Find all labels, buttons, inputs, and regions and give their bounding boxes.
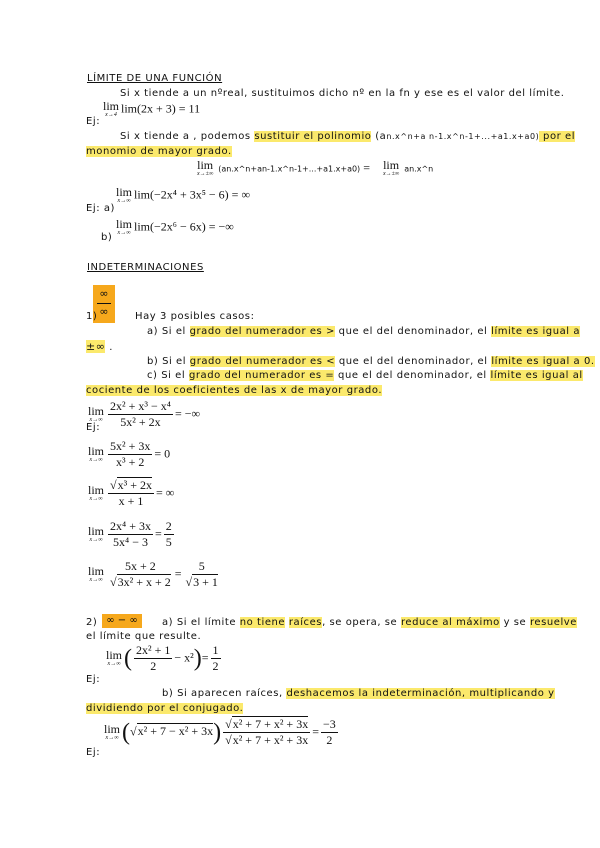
example-label: Ej:	[86, 116, 101, 127]
case-a-text: a) Si el grado del numerador es > que el del denominador, el límite es igual a	[147, 326, 581, 337]
case-b-text: b) Si el grado del numerador es < que el del denominador, el límite es igual a 0.	[147, 356, 595, 367]
fraction-example-2: lim x→∞ $\frac{\text{5x² + 3x}}{\text{x³ + 2}}$ = 0	[88, 439, 171, 469]
case-a-value: ±∞ .	[86, 340, 113, 353]
case-c-text: c) Si el grado del numerador es = que el del denominador, el límite es igual al	[147, 370, 583, 381]
section-title-indeterminaciones: INDETERMINACIONES	[87, 262, 204, 273]
polynomial-paragraph: Si x tiende a , podemos sustituir el polinomio (an.x^n+a n-1.x^n-1+...+a1.x+a0) por el	[120, 131, 576, 142]
case-2-number: 2)	[86, 617, 98, 628]
fraction-example-5: lim x→∞ $\frac{5x + 2}{\text{√3x² + x + 2}}$ = $\frac{5}{√3 + 1}$	[88, 559, 218, 589]
fraction-examples-label: Ej:	[86, 422, 101, 433]
case-2b-example-label: Ej:	[86, 747, 101, 758]
case-2b-example: lim x→∞ (√x² + 7 − x² + 3x) $\frac{\text{√x² + 7 + x² + 3x}}{\text{√x² + 7 + x² + 3x}}$ = $\frac{-3}{2}$	[104, 717, 336, 747]
example-a-formula: lim x→∞ lim(−2x⁴ + 3x⁵ − 6) = ∞	[116, 185, 251, 204]
intro-text: Si x tiende a un nºreal, sustituimos dicho nº en la fn y ese es el valor del límite.	[120, 88, 565, 99]
section-title-limite: LÍMITE DE UNA FUNCIÓN	[87, 73, 223, 84]
fraction-example-3: lim x→∞ $\frac{\text{√x³ + 2x}}{x + 1}$ = ∞	[88, 478, 175, 508]
example-a-label: Ej: a)	[86, 203, 115, 214]
case-2b-text: b) Si aparecen raíces, deshacemos la indeterminación, multiplicando y	[162, 688, 555, 699]
example-b-formula: lim x→∞ lim(−2x⁶ − 6x) = −∞	[116, 217, 234, 236]
infinity-over-infinity-badge: ∞ ∞	[93, 285, 115, 323]
case-2a-text-line2: el límite que resulte.	[86, 631, 202, 642]
case-1-number: 1)	[86, 311, 98, 322]
case-2a-text: a) Si el límite no tiene raíces, se opera, se reduce al máximo y se resuelve	[162, 617, 577, 628]
case-2a-example-label: Ej:	[86, 674, 101, 685]
case-2b-text-line2: dividiendo por el conjugado.	[86, 703, 244, 714]
example-b-label: b)	[101, 232, 113, 243]
example-1-formula: lim x→4 lim(2x + 3) = 11	[103, 99, 201, 118]
infinity-minus-infinity-badge: ∞ − ∞	[102, 614, 142, 628]
case-2a-example: lim x→∞ ( $\frac{\text{2x² + 1}}{2}$ − x²)= $\frac{1}{2}$	[106, 643, 219, 673]
case-c-text-line2: cociente de los coeficientes de las x de mayor grado.	[86, 385, 383, 396]
fraction-example-4: lim x→∞ $\frac{\text{2x⁴ + 3x}}{\text{5x⁴ − 3}}$ = $\frac{2}{5}$	[88, 519, 172, 549]
cases-intro: Hay 3 posibles casos:	[135, 311, 255, 322]
polynomial-limit-formula: lim x→±∞ (an.x^n+an-1.x^n-1+...+a1.x+a0) = lim x→±∞ an.x^n	[197, 158, 434, 177]
polynomial-paragraph-line2: monomio de mayor grado.	[86, 146, 232, 157]
fraction-example-1: lim x→∞ $\frac{\text{2x² + x³ − x⁴}}{\text{5x² + 2x}}$ = −∞	[88, 399, 201, 429]
